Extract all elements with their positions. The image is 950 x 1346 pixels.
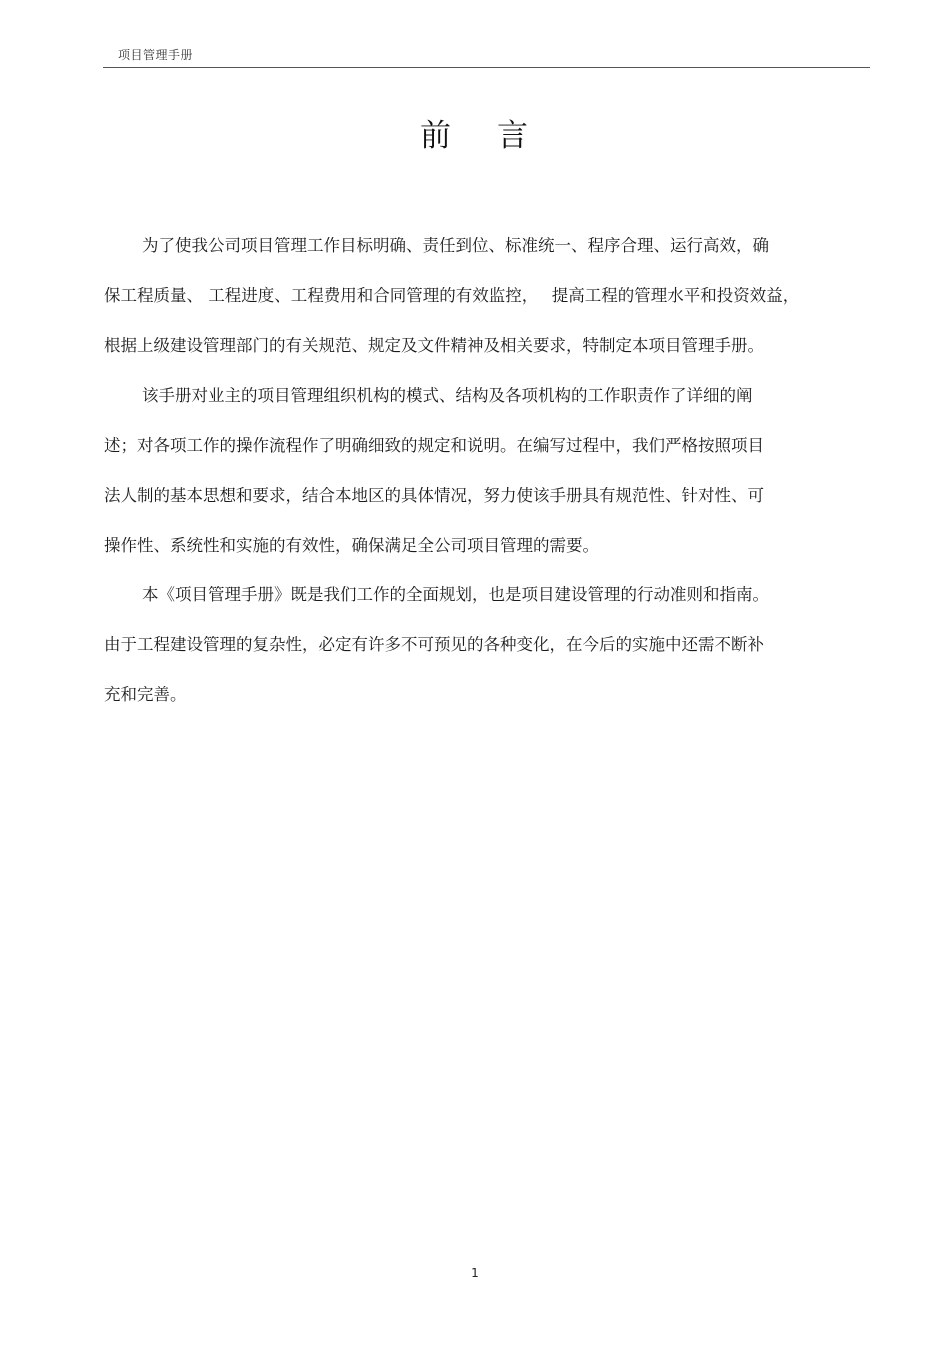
paragraph-line: 保工程质量、 工程进度、工程费用和合同管理的有效监控， 提高工程的管理水平和投资效益，	[104, 286, 800, 305]
title-char-2: 言	[497, 118, 530, 154]
paragraph-line: 充和完善。	[104, 685, 187, 704]
paragraph-line: 由于工程建设管理的复杂性，必定有许多不可预见的各种变化，在今后的实施中还需不断补	[104, 635, 764, 654]
title-char-1: 前	[420, 118, 453, 154]
paragraph-line: 为了使我公司项目管理工作目标明确、责任到位、标准统一、程序合理、运行高效，确	[142, 236, 769, 255]
page-number: 1	[471, 1266, 479, 1280]
paragraph-line: 操作性、系统性和实施的有效性，确保满足全公司项目管理的需要。	[104, 536, 599, 555]
page-title	[0, 110, 950, 155]
paragraph-line: 法人制的基本思想和要求，结合本地区的具体情况，努力使该手册具有规范性、针对性、可	[104, 486, 764, 505]
running-header: 项目管理手册	[118, 48, 194, 62]
paragraph-line: 根据上级建设管理部门的有关规范、规定及文件精神及相关要求，特制定本项目管理手册。	[104, 336, 764, 355]
paragraph-line: 述；对各项工作的操作流程作了明确细致的规定和说明。在编写过程中，我们严格按照项目	[104, 436, 764, 455]
paragraph-line: 该手册对业主的项目管理组织机构的模式、结构及各项机构的工作职责作了详细的阐	[142, 386, 753, 405]
paragraph-line: 本《项目管理手册》既是我们工作的全面规划，也是项目建设管理的行动准则和指南。	[142, 585, 769, 604]
header-rule	[103, 67, 870, 68]
